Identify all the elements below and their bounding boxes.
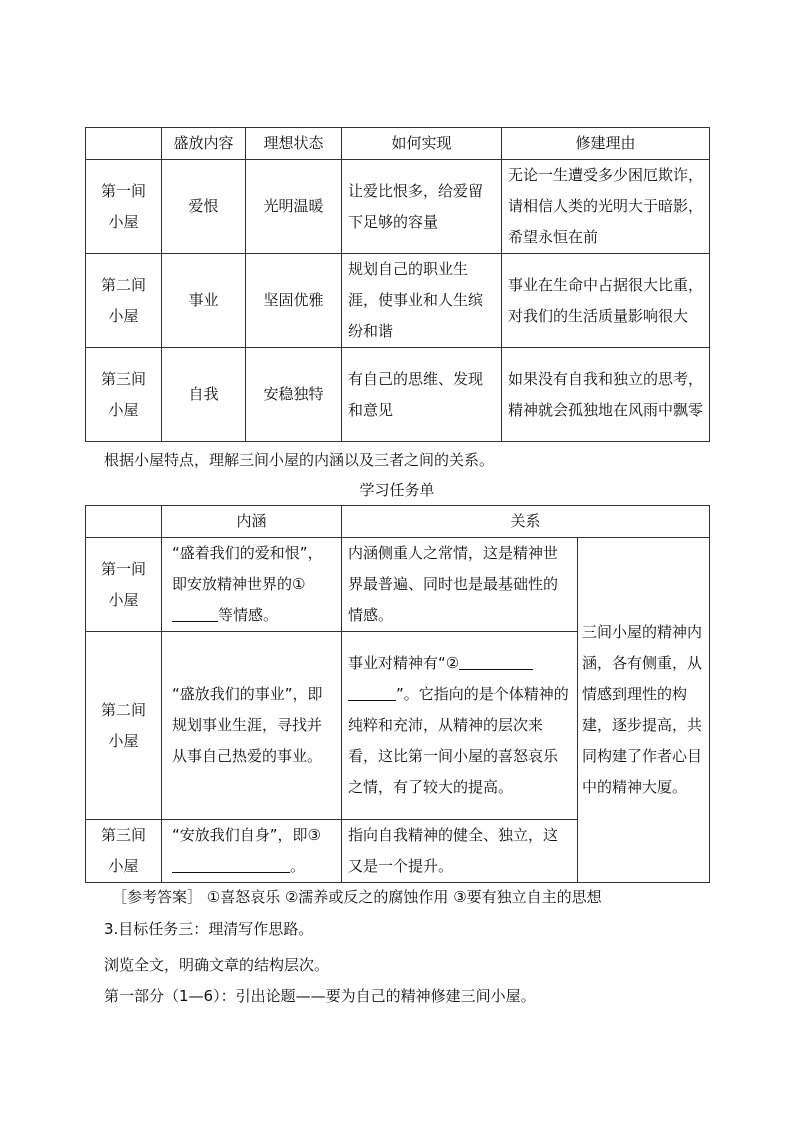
room-how: 有自己的思维、发现和意见 — [342, 348, 502, 442]
room-meaning: “盛放我们的事业”，即规划事业生涯，寻找并从事自己热爱的事业。 — [162, 632, 342, 820]
reference-answers: ［参考答案］ ①喜怒哀乐 ②濡养或反之的腐蚀作用 ③要有独立自主的思想 — [112, 888, 602, 906]
room-name: 第一间小屋 — [86, 538, 162, 632]
answer-blank-3 — [172, 854, 290, 873]
relation-summary: 三间小屋的精神内涵，各有侧重，从情感到理性的构建，逐步提高，共同构建了作者心目中的精神大厦。 — [578, 538, 710, 883]
room-reason: 事业在生命中占据很大比重，对我们的生活质量影响很大 — [502, 254, 710, 348]
instruction-text: 根据小屋特点，理解三间小屋的内涵以及三者之间的关系。 — [104, 451, 495, 469]
room-meaning: “安放我们自身”，即③。 — [162, 820, 342, 883]
answer-blank-1 — [172, 603, 218, 622]
room-relation: 内涵侧重人之常情，这是精神世界最普遍、同时也是最基础性的情感。 — [342, 538, 578, 632]
answer-blank-2a — [459, 651, 533, 670]
task-sheet-table — [85, 505, 710, 883]
room-name: 第二间小屋 — [86, 632, 162, 820]
room-name: 第二间小屋 — [86, 254, 162, 348]
table1-header-reason: 修建理由 — [502, 128, 710, 160]
room-relation: 事业对精神有“②”。它指向的是个体精神的纯粹和充沛，从精神的层次来看，这比第一间小屋的喜怒哀乐之情，有了较大的提高。 — [342, 632, 578, 820]
room-content: 爱恨 — [162, 160, 246, 254]
table1-header-empty — [86, 128, 162, 160]
room-relation: 指向自我精神的健全、独立，这又是一个提升。 — [342, 820, 578, 883]
room-meaning: “盛着我们的爱和恨”，即安放精神世界的①等情感。 — [162, 538, 342, 632]
room-how: 规划自己的职业生涯，使事业和人生缤纷和谐 — [342, 254, 502, 348]
room-name: 第三间小屋 — [86, 348, 162, 442]
answer-blank-2b — [348, 682, 396, 701]
room-reason: 无论一生遭受多少困厄欺诈，请相信人类的光明大于暗影，希望永恒在前 — [502, 160, 710, 254]
room-name: 第三间小屋 — [86, 820, 162, 883]
task-sheet-title: 学习任务单 — [359, 481, 435, 499]
room-reason: 如果没有自我和独立的思考，精神就会孤独地在风雨中飘零 — [502, 348, 710, 442]
table2-header-meaning: 内涵 — [162, 506, 342, 538]
room-features-table — [85, 127, 710, 442]
room-state: 坚固优雅 — [246, 254, 342, 348]
room-content: 自我 — [162, 348, 246, 442]
browse-instruction: 浏览全文，明确文章的结构层次。 — [104, 956, 330, 974]
room-name: 第一间小屋 — [86, 160, 162, 254]
table1-header-how: 如何实现 — [342, 128, 502, 160]
room-how: 让爱比恨多，给爱留下足够的容量 — [342, 160, 502, 254]
table2-header-empty — [86, 506, 162, 538]
table1-header-content: 盛放内容 — [162, 128, 246, 160]
room-content: 事业 — [162, 254, 246, 348]
target-task-3: 3.目标任务三：理清写作思路。 — [104, 920, 314, 938]
room-state: 安稳独特 — [246, 348, 342, 442]
table2-header-relation: 关系 — [342, 506, 710, 538]
part-one-summary: 第一部分（1—6）：引出论题——要为自己的精神修建三间小屋。 — [104, 987, 536, 1005]
room-state: 光明温暖 — [246, 160, 342, 254]
table1-header-state: 理想状态 — [246, 128, 342, 160]
